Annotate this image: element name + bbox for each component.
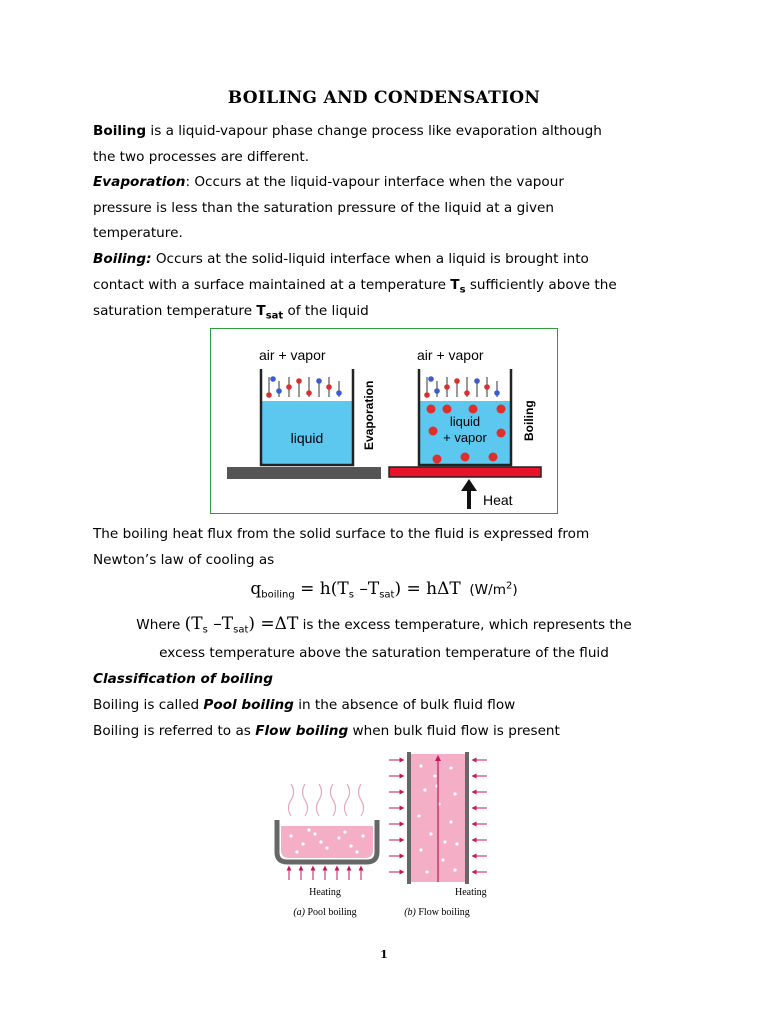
evaporation-boiling-diagram <box>211 329 557 513</box>
flow-heating-label: Heating <box>455 887 487 898</box>
evaporation-label: Evaporation <box>362 380 376 450</box>
heater-plate <box>389 467 541 477</box>
pool-heating-label: Heating <box>309 887 341 898</box>
eq-ts-sub: s <box>348 589 354 601</box>
where-delta: ΔT <box>274 614 299 634</box>
pool-liquid <box>281 826 373 858</box>
eq-end: ) = hΔT <box>394 579 461 599</box>
eq-minus: –T <box>353 579 380 599</box>
boiling-label: Boiling <box>522 400 536 441</box>
pool-text-a: Boiling is called <box>93 697 204 713</box>
boiling-def-text-3a: saturation temperature <box>93 303 257 319</box>
evaporation-line-1 <box>93 173 564 191</box>
boiling-equation <box>0 579 768 601</box>
boiling-def-text-2a: contact with a surface maintained at a temperature <box>93 277 451 293</box>
flow-heating-arrows-right <box>474 760 487 872</box>
left-plate <box>227 467 381 479</box>
flow-boiling-line <box>93 722 560 740</box>
boiling-intro-line-1 <box>93 122 602 140</box>
flow-text-b: when bulk fluid flow is present <box>348 723 560 739</box>
boiling-def-line-3 <box>93 302 369 326</box>
pool-boiling-term: Pool boiling <box>203 697 294 713</box>
boiling-def-term: Boiling: <box>93 251 152 267</box>
left-air-vapor-label: air + vapor <box>259 347 326 363</box>
boiling-molecules <box>424 376 500 398</box>
boiling-def-text-2b: sufficiently above the <box>465 277 617 293</box>
where-close: ) = <box>248 614 275 634</box>
boiling-def-text-3b: of the liquid <box>283 303 369 319</box>
eq-units-end: ) <box>512 582 518 598</box>
where-lead: Where <box>136 617 185 633</box>
where-sat-sub: sat <box>233 624 249 636</box>
right-liquid-label-2: + vapor <box>443 430 487 445</box>
heat-label: Heat <box>483 492 513 508</box>
eq-units-sup: 2 <box>505 580 513 592</box>
evaporation-text: : Occurs at the liquid-vapour interface when the vapour <box>185 174 564 190</box>
where-rest: is the excess temperature, which represents the <box>298 617 632 633</box>
pool-flow-boiling-figure <box>265 746 505 922</box>
eq-units: (W/m <box>469 582 506 598</box>
where-paren: (T <box>184 614 203 634</box>
boiling-term: Boiling <box>93 123 147 139</box>
flux-line-1: The boiling heat flux from the solid surface to the fluid is expressed from <box>93 526 590 542</box>
flow-caption: (b) Flow boiling <box>404 907 470 918</box>
page-number: 1 <box>380 948 388 961</box>
evaporation-molecules <box>266 376 342 398</box>
eq-tsat-sub: sat <box>379 589 395 601</box>
flow-text-a: Boiling is referred to as <box>93 723 256 739</box>
pool-caption: (a) Pool boiling <box>293 907 357 918</box>
vapor-wisps <box>289 784 364 816</box>
left-liquid-label: liquid <box>290 430 324 446</box>
pool-flow-boiling-diagram <box>265 746 505 922</box>
evaporation-term: Evaporation <box>93 174 186 190</box>
flow-heating-arrows-left <box>389 760 402 872</box>
right-liquid-label-1: liquid <box>449 414 481 429</box>
eq-mid: = h(T <box>294 579 349 599</box>
pool-heating-arrows <box>289 868 361 880</box>
evaporation-boiling-figure <box>210 328 558 514</box>
eq-q-sub: boiling <box>261 589 295 601</box>
boiling-def-text: Occurs at the solid-liquid interface when a liquid is brought into <box>151 251 589 267</box>
where-minus: –T <box>207 614 234 634</box>
intro-text: is a liquid-vapour phase change process like evaporation although <box>146 123 602 139</box>
pool-boiling-line <box>93 696 515 714</box>
pool-text-b: in the absence of bulk fluid flow <box>293 697 516 713</box>
boiling-intro-line-2: the two processes are different. <box>93 149 310 165</box>
flux-line-2: Newton’s law of cooling as <box>93 552 275 568</box>
where-s-sub: s <box>202 624 208 636</box>
evaporation-line-3: temperature. <box>93 225 183 241</box>
boiling-def-line-2 <box>93 276 617 300</box>
tsat-symbol: $T_{sat}$ <box>256 303 284 322</box>
right-air-vapor-label: air + vapor <box>417 347 484 363</box>
where-line-2: excess temperature above the saturation temperature of the fluid <box>159 645 609 661</box>
flow-boiling-term: Flow boiling <box>255 723 349 739</box>
boiling-def-line-1 <box>93 250 589 268</box>
where-line-1 <box>0 614 768 636</box>
evaporation-line-2: pressure is less than the saturation pressure of the liquid at a given <box>93 200 554 216</box>
page-title: BOILING AND CONDENSATION <box>227 88 541 108</box>
ts-symbol: $T_s$ <box>450 277 466 296</box>
eq-q: q <box>250 579 262 599</box>
classification-heading: Classification of boiling <box>93 671 273 687</box>
